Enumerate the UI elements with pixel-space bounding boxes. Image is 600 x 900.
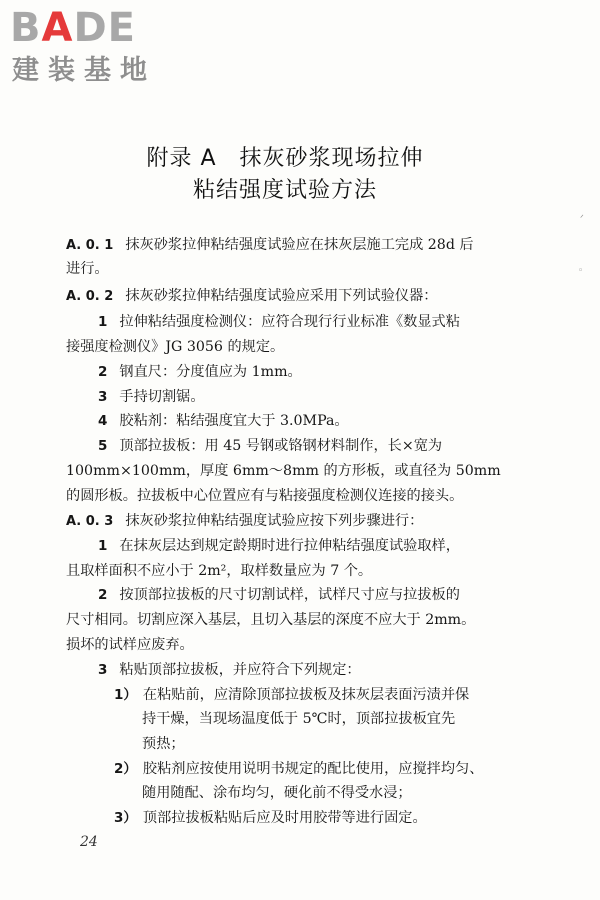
bade-logo (10, 4, 172, 92)
a02-item-1-continuation: 接强度检测仪》JG 3056 的规定。 (66, 339, 285, 355)
clause-number: A. 0. 1 (66, 238, 114, 253)
clause-text: 抹灰砂浆拉伸粘结强度试验应按下列步骤进行： (125, 513, 424, 529)
a02-item-4: 4 胶粘剂：粘结强度宜大于 3.0MPa。 (98, 413, 349, 429)
a02-item-2: 2 钢直尺：分度值应为 1mm。 (98, 364, 302, 380)
a03-item-1: 1 在抹灰层达到规定龄期时进行拉伸粘结强度试验取样， (98, 538, 460, 554)
a03-item-3-sub-2-continuation: 随用随配、涂布均匀，硬化前不得受水浸； (142, 785, 412, 801)
logo-subtitle: 建装基地 (12, 55, 156, 86)
clause-a01 (66, 234, 474, 257)
a03-item-3-sub-2: 2） 胶粘剂应按使用说明书规定的配比使用，应搅拌均匀、 (114, 761, 484, 777)
a03-item-2-continuation-1: 尺寸相同。切割应深入基层，且切入基层的深度不应大于 2mm。 (66, 612, 476, 628)
clause-text: 抹灰砂浆拉伸粘结强度试验应在抹灰层施工完成 28d 后 (125, 237, 474, 253)
a03-item-3-sub-1-continuation-1: 持干燥，当现场温度低于 5℃时，顶部拉拔板宜先 (142, 711, 456, 727)
appendix-title-line-1: 附录 A 抹灰砂浆现场拉伸 (146, 146, 424, 171)
appendix-title-line-2: 粘结强度试验方法 (192, 178, 377, 203)
a02-item-1: 1 拉伸粘结强度检测仪：应符合现行行业标准《数显式粘 (98, 314, 460, 330)
clause-text: 抹灰砂浆拉伸粘结强度试验应采用下列试验仪器： (125, 288, 438, 304)
a03-item-1-continuation: 且取样面积不应小于 2m²，取样数量应为 7 个。 (66, 563, 373, 579)
clause-a01-continuation: 进行。 (66, 261, 109, 277)
page-number: 24 (80, 834, 98, 850)
a03-item-2-continuation-2: 损坏的试样应废弃。 (66, 637, 194, 653)
a03-item-3-sub-3: 3） 顶部拉拔板粘贴后应及时用胶带等进行固定。 (114, 810, 427, 826)
a02-item-5-continuation-1: 100mm×100mm，厚度 6mm～8mm 的方形板，或直径为 50mm (66, 463, 501, 479)
scan-artifacts: ᐟ ◦ (578, 214, 584, 276)
a03-item-2: 2 按顶部拉拔板的尺寸切割试样，试样尺寸应与拉拔板的 (98, 587, 460, 603)
a02-item-5-continuation-2: 的圆形板。拉拔板中心位置应有与粘接强度检测仪连接的接头。 (66, 488, 464, 504)
a03-item-3: 3 粘贴顶部拉拔板，并应符合下列规定： (98, 662, 361, 678)
clause-a03 (66, 510, 423, 533)
clause-number: A. 0. 3 (66, 514, 114, 529)
a02-item-3: 3 手持切割锯。 (98, 389, 205, 405)
a03-item-3-sub-1: 1） 在粘贴前，应清除顶部拉拔板及抹灰层表面污渍并保 (114, 687, 470, 703)
logo-wordmark: BADE (10, 5, 136, 51)
clause-a02 (66, 285, 437, 308)
clause-number: A. 0. 2 (66, 289, 114, 304)
a03-item-3-sub-1-continuation-2: 预热； (142, 736, 185, 752)
a02-item-5: 5 顶部拉拔板：用 45 号钢或铬钢材料制作，长×宽为 (98, 438, 443, 454)
